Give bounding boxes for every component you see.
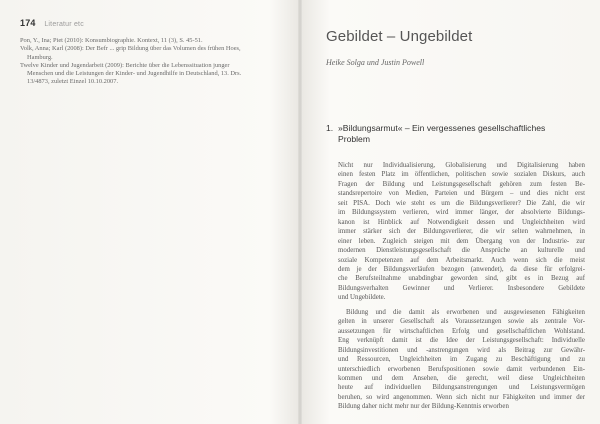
text-line: Bildungsverhalten Gewinner und Verlierer. Insbesondere Gebildete (338, 284, 585, 292)
reference-entry: Menschen und die Leistungen der Kinder- und Jugendhilfe in Deutschland, 13. Drs. (27, 70, 242, 78)
text-line: einer leben. Zugleich steigen mit dem Übergang von der Industrie- zur (338, 237, 585, 245)
text-line: beruhen, so wird angenommen. Wenn sich nicht nur Fähigkeiten und immer der (338, 393, 585, 401)
text-line: Nicht nur Individualisierung, Globalisierung und Digitalisierung haben (338, 162, 585, 169)
reference-entry: Twelve Kinder und Jugendarbeit (2009): Berichte über die Lebenssituation junger (20, 61, 230, 69)
text-line: modernen Dienstleistungsgesellschaft die Ansprüche an kulturelle und (338, 247, 585, 255)
text-line: immer stärker sich der Bildungsverlierer, die wir selten wahrnehmen, in (338, 228, 585, 236)
text-line: gelten in unserer Gesellschaft als Voraussetzungen sowie als zentrale Vor- (338, 318, 585, 326)
section-heading-line: »Bildungsarmut« – Ein vergessenes gesellschaftliches (338, 123, 546, 133)
section-heading-line: Problem (338, 134, 370, 144)
reference-entry: Hamburg. (27, 53, 53, 61)
reference-entry: 13/4873, zuletzt Einzel 10.10.2007. (27, 78, 119, 86)
text-line: aussetzungen für wirtschaftlichen Erfolg und gesellschaftlichen Wohlstand. (338, 327, 585, 335)
text-line: kanon ist Hinblick auf Notwendigkeit dessen und Ungleichheiten wird (338, 218, 585, 226)
text-line: und Ungebildete. (338, 294, 386, 302)
text-line: Bildung und die damit als erworbenen und ausgewiesenen Fähigkeiten (346, 308, 585, 316)
body-text (338, 161, 585, 412)
text-line: einen festen Platz im öffentlichen, politischen sowie sozialen Diskurs, auch (338, 171, 585, 179)
running-head: Literatur etc (44, 21, 84, 28)
text-line: soziale Kompetenzen auf dem Arbeitsmarkt. Auch wenn sich die meist (338, 256, 585, 264)
text-line: Fragen der Bildung und Leistungsgesellschaft gehören zum festen Be- (338, 180, 585, 188)
text-line: standsrepertoire von Medien, Parteien und Bürgern – und dies nicht erst (338, 190, 585, 198)
chapter-title: Gebildet – Ungebildet (326, 28, 473, 45)
text-line: kommen und dem Ansehen, die gerecht, weil diese Ungleichheiten (338, 374, 585, 382)
section-heading (326, 123, 588, 145)
text-line: che Berufsteilnahme unabdingbar geworden sind, gibt es in Bezug auf (338, 275, 585, 283)
paragraph-2 (338, 308, 585, 412)
chapter-authors: Heike Solga und Justin Powell (326, 58, 425, 67)
text-line: dem je der Bildungsverläufen bezogen (anwendet), da diese für erfolgrei- (338, 265, 585, 273)
page-header (20, 18, 84, 28)
text-line: seit PISA. Doch wie steht es um die Bildungsverlierer? Die Zahl, die wir (338, 199, 585, 207)
reference-list (20, 37, 290, 87)
paragraph-1 (338, 161, 585, 303)
text-line: und Ressourcen, Ungleichheiten im Zugang zu Beschäftigung und zu (338, 356, 585, 364)
text-line: im Bildungssystem verlieren, wird immer länger, der absolvierte Bildungs- (338, 209, 585, 217)
text-line: heute auf individuellen Bildungsanstrengungen und Leistungsvermögen (338, 384, 585, 392)
text-line: Eng verknüpft damit ist die Idee der Leistungsgesellschaft: Individuelle (338, 337, 585, 345)
text-line: Bildung daher nicht mehr nur der Bildung-Kenntnis erworben (338, 403, 509, 411)
section-number: 1. (326, 123, 334, 133)
reference-entry: Volk, Anna; Karl (2008): Der Befr ... grip Bildung über das Volumen des frühen Hoes, (20, 45, 241, 53)
page-number: 174 (20, 18, 36, 28)
text-line: Bildungsinvestitionen und -anstrengungen wird als Beitrag zur Gewähr- (338, 346, 585, 354)
reference-entry: Pon, Y., Ina; Piet (2010): Konsumbiographie. Kontext, 11 (3), S. 45-51. (20, 37, 203, 44)
text-line: unterschiedlich erworbenen Berufspositionen sowie damit verbundenen Ein- (338, 365, 585, 373)
